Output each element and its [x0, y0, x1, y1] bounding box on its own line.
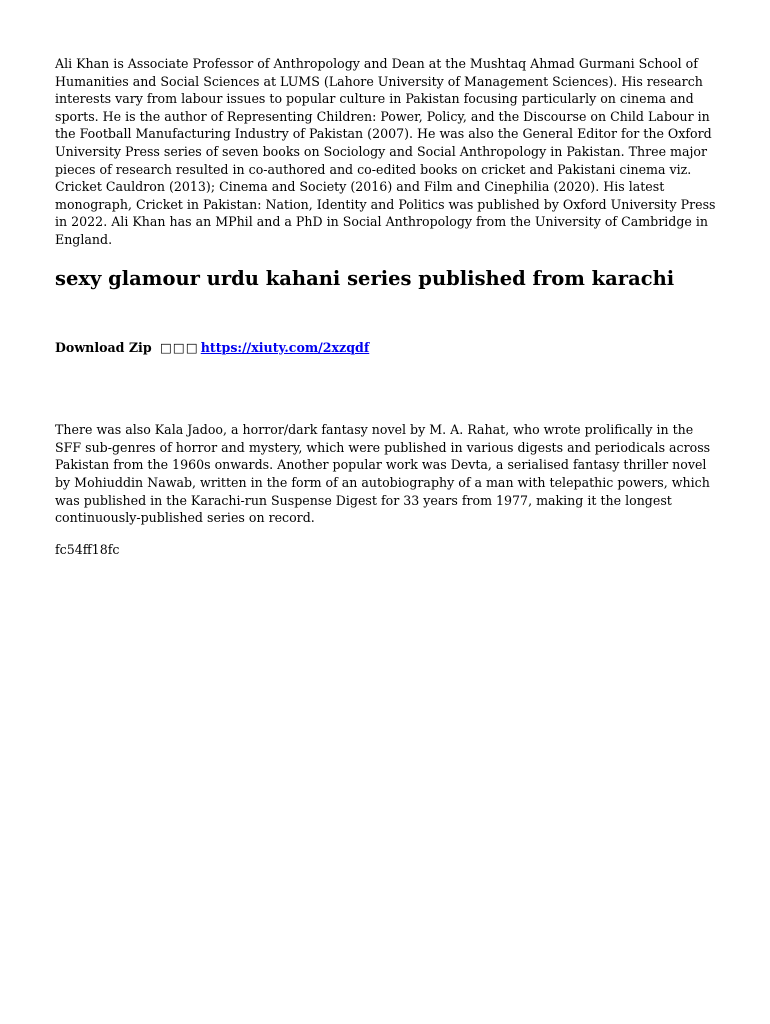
body-paragraph: There was also Kala Jadoo, a horror/dark fantasy novel by M. A. Rahat, who wrote prolifically in the SFF sub-genres of horror and mystery, which were published in various digests and periodicals across Pakistan from the 1960s onwards. Another popular work was Devta, a serialised fantasy thriller novel by Mohiuddin Nawab, written in the form of an autobiography of a man with telepathic powers, which was published in the Karachi-run Suspense Digest for 33 years from 1977, making it the longest continuously-published series on record. [55, 422, 711, 526]
download-label: Download Zip [55, 339, 152, 355]
download-link[interactable]: https://xiuty.com/2xzqdf [200, 339, 370, 355]
document-page [55, 55, 720, 558]
page-title: sexy glamour urdu kahani series published from karachi [55, 266, 675, 290]
author-bio-paragraph: Ali Khan is Associate Professor of Anthropology and Dean at the Mushtaq Ahmad Gurmani School of Humanities and Social Sciences at LUMS (Lahore University of Management Sciences). His research interests vary from labour issues to popular culture in Pakistan focusing particularly on cinema and sports. He is the author of Representing Children: Power, Policy, and the Discourse on Child Labour in the Football Manufacturing Industry of Pakistan (2007). He was also the General Editor for the Oxford University Press series of seven books on Sociology and Social Anthropology in Pakistan. Three major pieces of research resulted in co-authored and co-edited books on cricket and Pakistani cinema viz. Cricket Cauldron (2013); Cinema and Society (2016) and Film and Cinephilia (2020). His latest monograph, Cricket in Pakistan: Nation, Identity and Politics was published by Oxford University Press in 2022. Ali Khan has an MPhil and a PhD in Social Anthropology from the University of Cambridge in England. [55, 56, 716, 247]
placeholder-glyphs: □□□ [160, 339, 199, 355]
hash-code: fc54ff18fc [55, 541, 120, 557]
download-line [55, 339, 720, 357]
